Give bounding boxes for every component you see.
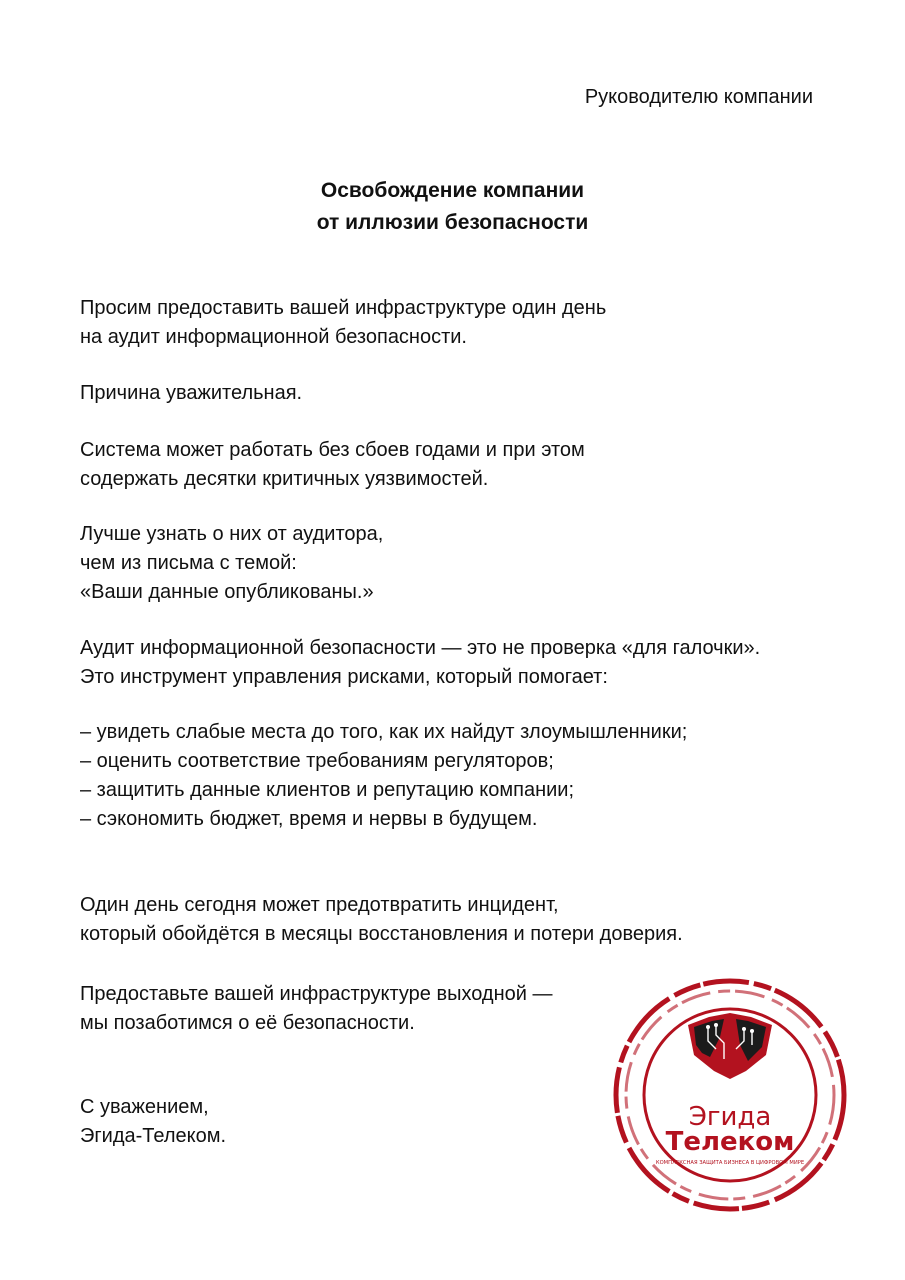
paragraph-line: мы позаботимся о её безопасности. [80, 1012, 415, 1034]
paragraph-line: Это инструмент управления рисками, который помогает: [80, 666, 608, 688]
paragraph-line: Один день сегодня может предотвратить инцидент, [80, 894, 559, 916]
paragraph-line: чем из письма с темой: [80, 552, 297, 574]
paragraph-line: Причина уважительная. [80, 382, 303, 404]
paragraph-system [80, 436, 585, 494]
paragraph-line: Предоставьте вашей инфраструктуре выходной — [80, 983, 553, 1005]
signature-company: Эгида-Телеком. [80, 1125, 227, 1147]
addressee: Руководителю компании [584, 86, 813, 108]
paragraph-line: который обойдётся в месяцы восстановления и потери доверия. [80, 923, 683, 945]
paragraph-line: Просим предоставить вашей инфраструктуре один день [80, 297, 607, 319]
stamp-brand-line2: Телеком [665, 1127, 795, 1157]
paragraph-line: на аудит информационной безопасности. [80, 326, 467, 348]
paragraph-reason [80, 379, 302, 408]
title-line: Освобождение компании [320, 179, 585, 202]
benefits-list [80, 718, 687, 834]
letter-title [0, 175, 905, 239]
paragraph-request [80, 294, 606, 352]
list-item: – оценить соответствие требованиям регуляторов; [80, 750, 554, 772]
shield-circuit-icon [688, 1013, 772, 1079]
list-item: – защитить данные клиентов и репутацию компании; [80, 779, 575, 801]
paragraph-audit [80, 634, 760, 692]
signature-block [80, 1093, 226, 1151]
stamp-brand-line1: Эгида [688, 1102, 772, 1132]
paragraph-line: «Ваши данные опубликованы.» [80, 581, 374, 603]
paragraph-auditor [80, 520, 383, 607]
company-stamp [610, 975, 850, 1215]
list-item: – увидеть слабые места до того, как их найдут злоумышленники; [80, 721, 688, 743]
list-item: – сэкономить бюджет, время и нервы в будущем. [80, 808, 538, 830]
paragraph-line: Система может работать без сбоев годами и при этом [80, 439, 585, 461]
stamp-tagline: КОМПЛЕКСНАЯ ЗАЩИТА БИЗНЕСА В ЦИФРОВОМ МИРЕ [655, 1160, 805, 1166]
title-line: от иллюзии безопасности [316, 211, 589, 234]
closing-line: С уважением, [80, 1096, 209, 1118]
paragraph-line: Лучше узнать о них от аудитора, [80, 523, 384, 545]
paragraph-incident [80, 891, 683, 949]
paragraph-line: содержать десятки критичных уязвимостей. [80, 468, 489, 490]
paragraph-dayoff [80, 980, 553, 1038]
paragraph-line: Аудит информационной безопасности — это не проверка «для галочки». [80, 637, 761, 659]
